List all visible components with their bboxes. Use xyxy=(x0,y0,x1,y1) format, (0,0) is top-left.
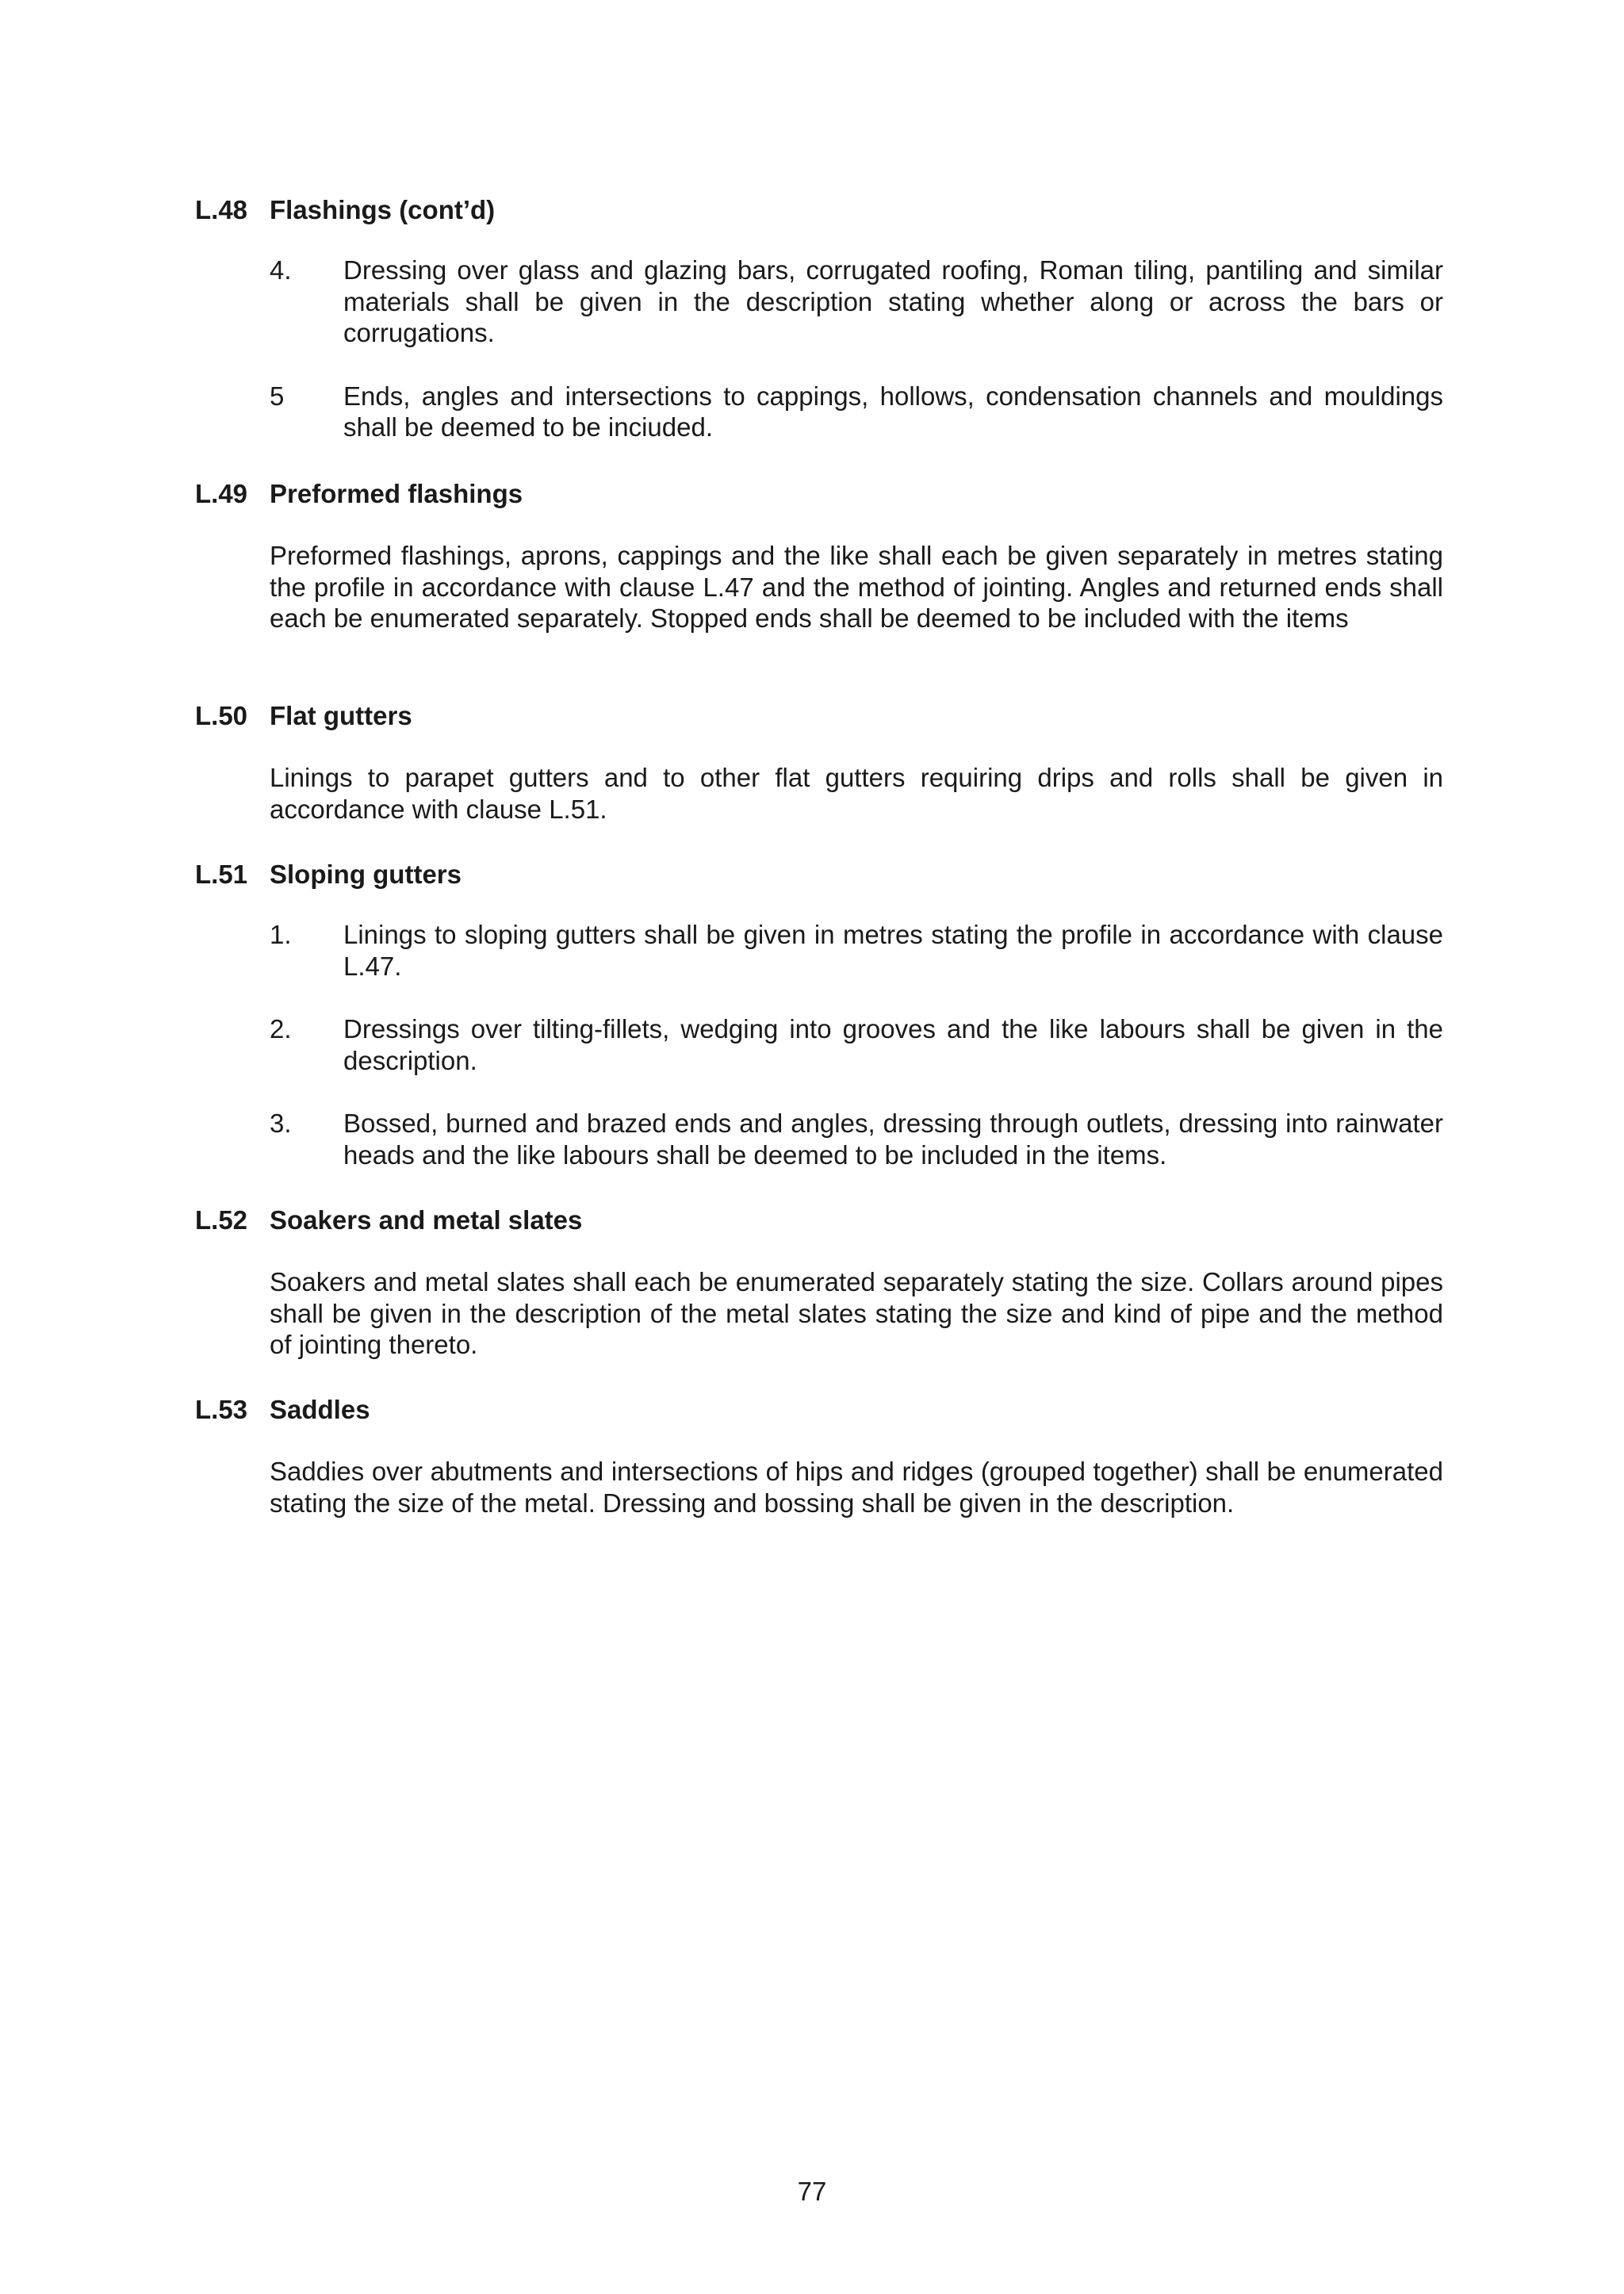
section-number: L.52 xyxy=(195,1205,248,1235)
section-title: Sloping gutters xyxy=(270,860,462,889)
item-number: 4. xyxy=(270,255,292,285)
section-l48 xyxy=(195,194,1448,443)
section-title: Soakers and metal slates xyxy=(270,1205,583,1235)
list-item xyxy=(270,1013,1443,1076)
item-number: 3. xyxy=(270,1109,292,1138)
item-text: Bossed, burned and brazed ends and angles, dressing through outlets, dressing into rainwater heads and the like labours shall be deemed to be included in the items. xyxy=(343,1109,1443,1170)
item-number: 5 xyxy=(270,381,285,411)
list-item xyxy=(270,381,1443,443)
section-l52 xyxy=(195,1204,1448,1361)
section-heading xyxy=(195,194,1448,226)
numbered-list xyxy=(195,919,1448,1170)
section-number: L.49 xyxy=(195,479,248,508)
item-number: 2. xyxy=(270,1014,292,1044)
item-text: Dressing over glass and glazing bars, corrugated roofing, Roman tiling, pantiling and similar materials shall be given in the description stating whether along or across the bars or corrugations. xyxy=(343,255,1443,347)
section-l50 xyxy=(195,700,1448,825)
section-number: L.48 xyxy=(195,195,248,224)
list-item xyxy=(270,255,1443,349)
section-l51 xyxy=(195,859,1448,1170)
numbered-list xyxy=(195,255,1448,443)
section-paragraph: Preformed flashings, aprons, cappings and the like shall each be given separately in metres stating the profile in accordance with clause L.47 and the method of jointing. Angles and returned ends shall each be enumerated separately. Stopped ends shall be deemed to be included with the items xyxy=(270,541,1443,633)
section-paragraph: Soakers and metal slates shall each be enumerated separately stating the size. Collars around pipes shall be given in the description of the metal slates stating the size and kind of pipe and the method of jointing thereto. xyxy=(270,1267,1443,1359)
section-heading xyxy=(195,1394,1448,1426)
section-l49 xyxy=(195,478,1448,634)
item-text: Ends, angles and intersections to cappings, hollows, condensation channels and mouldings shall be deemed to be inciuded. xyxy=(343,381,1443,442)
section-l53 xyxy=(195,1394,1448,1518)
list-item xyxy=(270,919,1443,982)
section-paragraph: Saddies over abutments and intersections of hips and ridges (grouped together) shall be enumerated stating the size of the metal. Dressing and bossing shall be given in the description. xyxy=(270,1457,1443,1518)
page-number: 77 xyxy=(797,2177,827,2206)
section-title: Flashings (cont’d) xyxy=(270,195,496,224)
item-text: Dressings over tilting-fillets, wedging into grooves and the like labours shall be given in the description. xyxy=(343,1014,1443,1075)
section-number: L.51 xyxy=(195,860,248,889)
list-item xyxy=(270,1108,1443,1170)
section-heading xyxy=(195,859,1448,890)
section-heading xyxy=(195,700,1448,732)
section-title: Saddles xyxy=(270,1395,370,1424)
item-number: 1. xyxy=(270,920,292,949)
item-text: Linings to sloping gutters shall be given in metres stating the profile in accordance with clause L.47. xyxy=(343,920,1443,981)
section-paragraph: Linings to parapet gutters and to other flat gutters requiring drips and rolls shall be given in accordance with clause L.51. xyxy=(270,763,1443,824)
section-title: Preformed flashings xyxy=(270,479,523,508)
section-number: L.50 xyxy=(195,701,248,730)
section-heading xyxy=(195,1204,1448,1236)
section-heading xyxy=(195,478,1448,510)
section-title: Flat gutters xyxy=(270,701,412,730)
section-number: L.53 xyxy=(195,1395,248,1424)
